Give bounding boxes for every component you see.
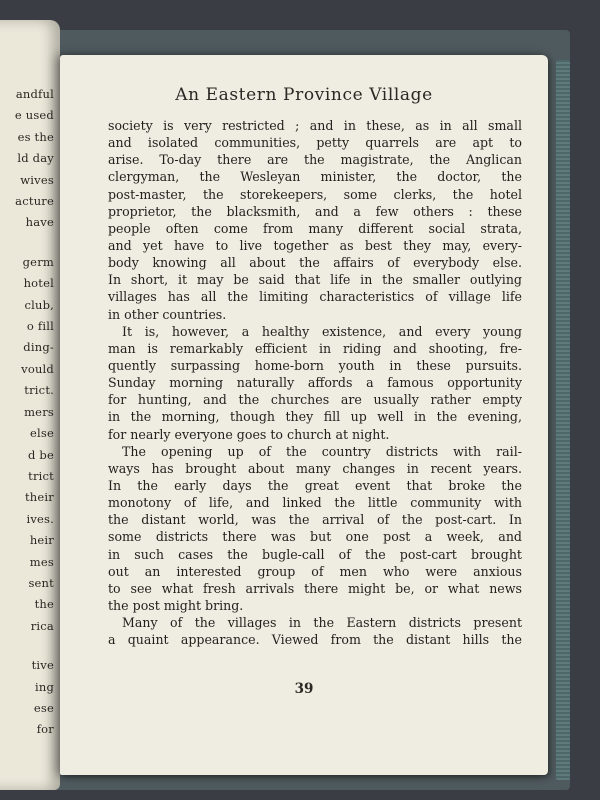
text-line: in other countries. <box>108 306 227 322</box>
left-page-fragment: ese <box>33 700 54 715</box>
left-page-fragment: tive <box>31 658 54 673</box>
text-line: arise. To-day there are the magistrate, the Anglican <box>108 152 522 168</box>
text-line: for nearly everyone goes to church at night. <box>108 426 390 442</box>
left-page-fragment: ld day <box>17 151 54 166</box>
text-line: and yet have to live together as best they may, every- <box>108 237 522 253</box>
text-line: post-master, the storekeepers, some clerks, the hotel <box>108 186 522 202</box>
left-page-fragment: their <box>24 490 54 505</box>
left-page-fragment: wives <box>20 172 54 187</box>
left-page-fragment: germ <box>22 254 54 269</box>
left-page-fragment: club, <box>24 297 54 312</box>
text-line: the distant world, was the arrival of the post-cart. In <box>108 512 522 528</box>
text-line: a quaint appearance. Viewed from the distant hills the <box>108 632 522 648</box>
right-page <box>60 55 548 775</box>
text-line: proprietor, the blacksmith, and a few others : these <box>108 203 522 219</box>
left-page-fragment: have <box>25 215 54 230</box>
text-line: quently surpassing home-born youth in these pursuits. <box>108 357 522 373</box>
left-page-fragment: ives. <box>26 511 54 526</box>
text-line: monotony of life, and linked the little community with <box>108 495 522 511</box>
text-line: the post might bring. <box>108 597 244 613</box>
text-line: some districts there was but one post a week, and <box>108 529 522 545</box>
text-line: Many of the villages in the Eastern districts present <box>122 615 522 631</box>
left-page-fragment: mers <box>24 404 54 419</box>
left-page-fragment: rica <box>30 618 54 633</box>
left-page-fragment: for <box>36 722 54 737</box>
left-page-fragment: o fill <box>26 319 54 334</box>
left-page-fragment: mes <box>29 554 54 569</box>
left-page-fragment: acture <box>15 194 54 209</box>
text-line: In the early days the great event that broke the <box>108 477 522 493</box>
left-page-fragment: d be <box>28 447 54 462</box>
left-page-gap <box>15 234 54 252</box>
left-page-fragment: es the <box>17 129 54 144</box>
text-line: villages has all the limiting characteristics of village life <box>108 289 522 305</box>
text-line: out an interested group of men who were anxious <box>108 563 522 579</box>
left-page-fragment: andful <box>15 87 54 101</box>
text-line: body knowing all about the affairs of everybody else. <box>108 255 522 271</box>
left-page-fragment: sent <box>28 575 54 590</box>
text-line: It is, however, a healthy existence, and every young <box>122 323 522 339</box>
text-line: in the morning, though they fill up well in the evening, <box>108 409 522 425</box>
text-line: to see what fresh arrivals there might be, or what news <box>108 580 522 596</box>
left-page-fragment: hotel <box>23 276 54 291</box>
text-line: people often come from many different social strata, <box>108 220 522 236</box>
running-head: An Eastern Province Village <box>175 85 433 105</box>
text-line: for hunting, and the churches are usually rather empty <box>108 392 522 408</box>
left-page-fragment: trict <box>28 468 54 483</box>
text-line: ways has brought about many changes in recent years. <box>108 460 522 476</box>
left-page-fragment: ing <box>34 679 54 694</box>
left-page-text <box>15 84 54 741</box>
text-line: Sunday morning naturally affords a famous opportunity <box>108 375 522 391</box>
left-page-fragment: heir <box>29 533 54 548</box>
text-line: and isolated communities, petty quarrels are apt to <box>108 135 522 151</box>
left-page-fragment: vould <box>21 361 54 376</box>
page-number: 39 <box>294 681 314 697</box>
left-page <box>0 20 60 790</box>
left-page-gap <box>15 637 54 655</box>
text-line: In short, it may be said that life in the smaller outlying <box>108 272 522 288</box>
left-page-fragment: ding- <box>23 340 54 355</box>
body-text <box>108 117 522 648</box>
book-spine <box>556 60 570 780</box>
text-line: in such cases the bugle-call of the post-cart brought <box>108 546 522 562</box>
text-line: clergyman, the Wesleyan minister, the doctor, the <box>108 169 522 185</box>
text-line: The opening up of the country districts with rail- <box>122 443 522 459</box>
left-page-fragment: trict. <box>24 383 54 398</box>
text-line: society is very restricted ; and in these, as in all small <box>108 118 522 133</box>
text-line: man is remarkably efficient in riding and shooting, fre- <box>108 340 522 356</box>
left-page-fragment: e used <box>14 108 54 123</box>
left-page-fragment: else <box>30 426 54 441</box>
left-page-fragment: the <box>34 597 54 612</box>
